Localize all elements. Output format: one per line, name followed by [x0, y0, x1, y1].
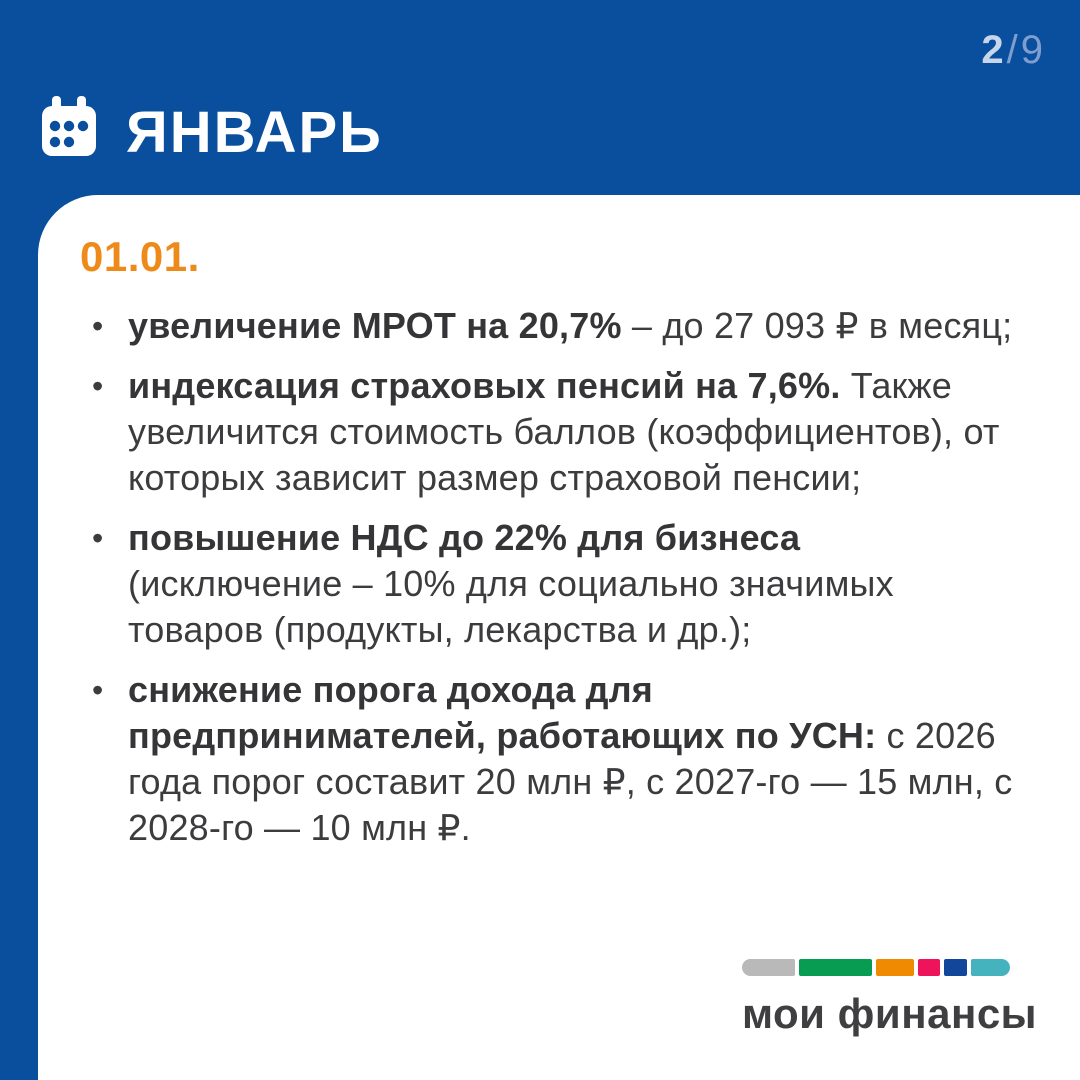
- page-indicator-separator: /: [1006, 28, 1019, 72]
- brand-logo: [742, 959, 1038, 1038]
- stripe-segment-blue: [944, 959, 967, 976]
- logo-text: мои финансы: [742, 990, 1038, 1037]
- stripe-segment-orange: [876, 959, 913, 976]
- stripe-segment-gray: [742, 959, 795, 976]
- page-indicator-total: 9: [1020, 28, 1044, 72]
- page-indicator: [981, 28, 1044, 73]
- list-item: [80, 515, 1020, 653]
- stripe-segment-teal: [971, 959, 1010, 976]
- bullet-bold-text: индексация страховых пенсий на 7,6%.: [128, 365, 841, 406]
- calendar-icon: [40, 96, 98, 165]
- logo-stripe: [742, 959, 1010, 976]
- header: [40, 96, 383, 165]
- bullet-rest-text: с 2026 года порог составит 20 млн ₽, с 2027-го — 15 млн, с 2028-го — 10 млн ₽.: [128, 715, 1013, 848]
- stripe-segment-green: [799, 959, 873, 976]
- page-indicator-current: 2: [981, 28, 1005, 72]
- stripe-segment-pink: [918, 959, 941, 976]
- list-item: [80, 363, 1020, 501]
- page-title: ЯНВАРЬ: [126, 99, 383, 165]
- date-label: 01.01.: [80, 233, 200, 280]
- bullet-list: [80, 303, 1020, 851]
- bullet-rest-text: Также увеличится стоимость баллов (коэффициентов), от которых зависит размер страховой пенсии;: [128, 365, 1000, 498]
- bullet-rest-text: (исключение – 10% для социально значимых товаров (продукты, лекарства и др.);: [128, 563, 894, 650]
- list-item: [80, 667, 1020, 851]
- bullet-bold-text: увеличение МРОТ на 20,7%: [128, 305, 622, 346]
- bullet-bold-text: снижение порога дохода для предпринимателей, работающих по УСН:: [128, 669, 877, 756]
- bullet-bold-text: повышение НДС до 22% для бизнеса: [128, 517, 801, 558]
- list-item: [80, 303, 1020, 349]
- bullet-rest-text: – до 27 093 ₽ в месяц;: [621, 305, 1013, 346]
- content-card: [38, 195, 1080, 1080]
